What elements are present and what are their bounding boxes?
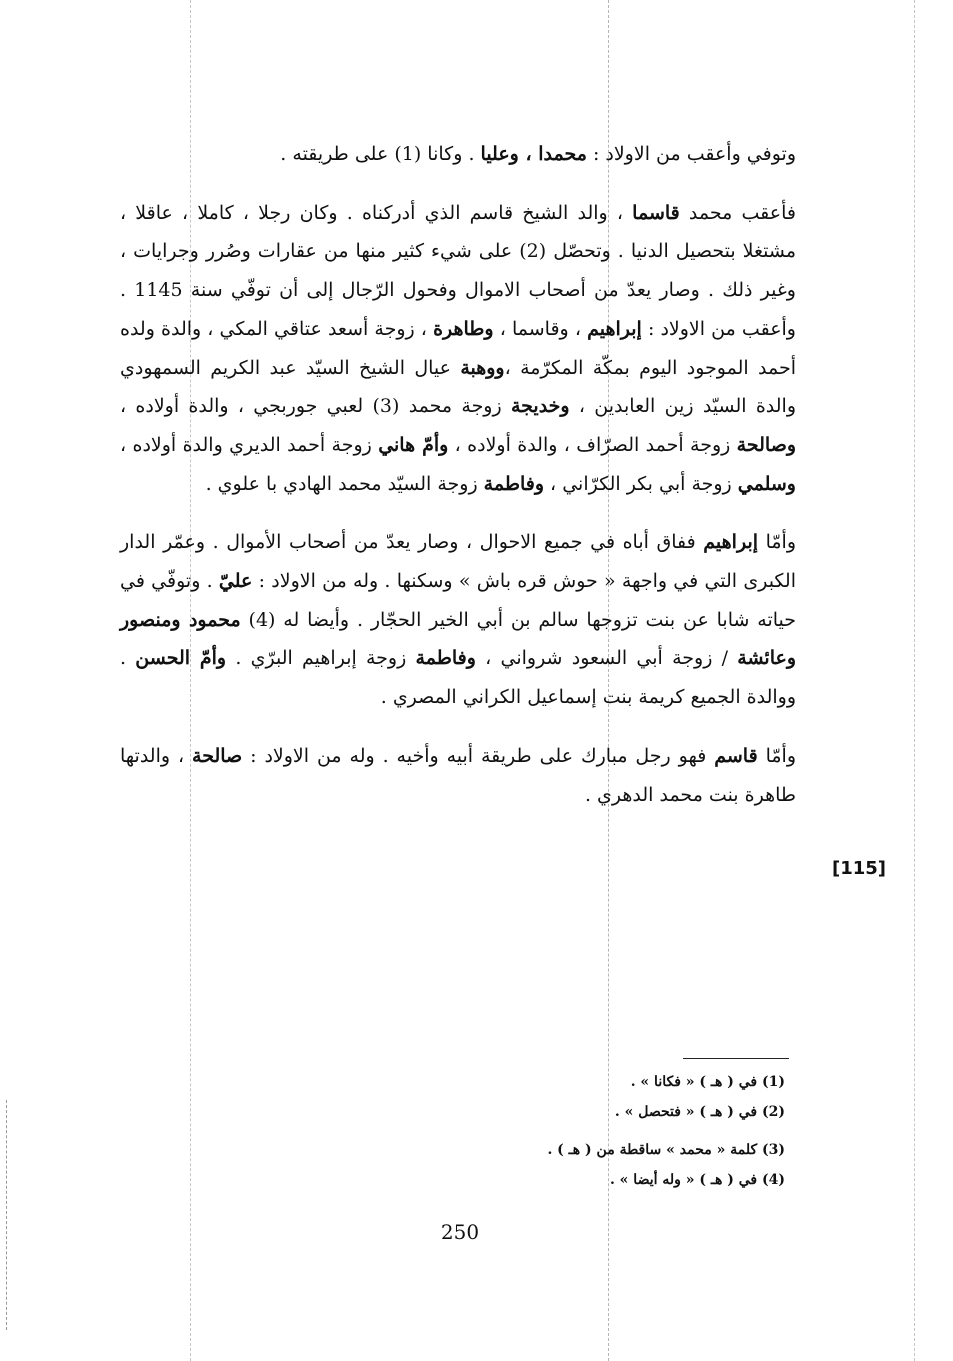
text-run: . وكانا (1) على طريقته . [280, 143, 481, 165]
bold-name: وأمّ الحسن [135, 647, 227, 670]
footnote-2: (2) في ( هـ ) « فتحصل » . [614, 1104, 785, 1120]
folio-margin-note: [115] [832, 858, 887, 879]
bold-name: وفاطمة [483, 472, 544, 495]
text-run: زوجة السيّد محمد الهادي با علوي . [205, 472, 484, 495]
text-run: ، والد الشيخ قاسم الذي أدركناه . وكان رجلا ، كاملا ، عاقلا ، مشتغلا بتحصيل الدنيا . وتحصّل (2) على شيء كثير منها من عقارات وصُرر وجرايات ، وغير ذلك . وصار يعدّ من أصحاب الاموال وفحول الرّجال إلى أن توفّي سنة 1145 . وأعقب من الاولاد : [120, 201, 797, 340]
paragraph-3 [120, 523, 796, 717]
text-run: زوجة أبي بكر الكرّاني ، [544, 472, 738, 495]
text-run: / زوجة أبي السعود شرواني ، [475, 647, 738, 670]
paragraph-1 [120, 135, 796, 174]
footnote-4: (4) في ( هـ ) « وله أيضا » . [609, 1172, 785, 1188]
text-run: . ووالدة الجميع كريمة بنت إسماعيل الكراني المصري . [120, 647, 796, 709]
scan-margin-line-right [914, 0, 915, 1361]
bold-name: محمود ومنصور وعائشة [120, 608, 796, 670]
bold-name: إبراهيم [587, 317, 642, 340]
footnote-3: (3) كلمة « محمد » ساقطة من ( هـ ) . [547, 1142, 785, 1158]
text-run: ، وقاسما ، [493, 317, 588, 340]
text-run: زوجة أحمد الصرّاف ، والدة أولاده ، [448, 433, 737, 456]
paragraph-4 [120, 737, 796, 814]
text-run: وأمّا [757, 744, 796, 767]
footnote-separator [683, 1058, 789, 1059]
text-run: ، والدتها طاهرة بنت محمد الدهري . [120, 744, 796, 806]
text-run: فهو رجل مبارك على طريقة أبيه وأخيه . وله من الاولاد : [242, 744, 715, 767]
text-run: وتوفي وأعقب من الاولاد : [586, 143, 796, 165]
body-text [120, 135, 796, 814]
text-run: وأمّا [758, 531, 797, 554]
paragraph-2 [120, 194, 796, 504]
bold-name: عليّ [218, 570, 253, 593]
bold-name: وخديجة [510, 395, 570, 418]
bold-name: صالحة [192, 744, 243, 767]
text-run: زوجة إبراهيم البرّي . [226, 647, 416, 670]
bold-name: محمدا ، وعليا [480, 143, 587, 165]
text-run: ففاق أباه في جميع الاحوال ، وصار يعدّ من أصحاب الأموال . وعمّر الدار الكبرى التي في واجهة « حوش قره باش » وسكنها . وله من الاولاد : [120, 531, 796, 593]
text-run: عيال الشيخ السيّد عبد الكريم السمهودي والدة السيّد زين العابدين ، [120, 356, 796, 418]
text-run: فأعقب محمد [679, 201, 796, 224]
scan-edge-mark [6, 1100, 7, 1330]
text-run: . وتوفّي في حياته شابا عن بنت تزوجها سالم بن أبي الخير الحجّار . وأيضا له (4) [120, 570, 797, 631]
text-run: ، زوجة أسعد عتاقي المكي ، والدة ولده أحمد الموجود اليوم بمكّة المكرّمة ، [120, 317, 796, 379]
bold-name: إبراهيم [703, 531, 759, 554]
footnote-1: (1) في ( هـ ) « فكانا » . [630, 1074, 785, 1090]
text-run: زوجة محمد (3) لعبي جوربجي ، والدة أولاده ، [120, 395, 511, 418]
bold-name: وسلمي [737, 472, 796, 495]
text-run: زوجة أحمد الديري والدة أولاده ، [120, 433, 379, 456]
footnotes [440, 1067, 785, 1195]
bold-name: قاسم [714, 744, 758, 767]
bold-name: قاسما [632, 201, 680, 224]
bold-name: وطاهرة [433, 317, 494, 340]
bold-name: وصالحة [736, 433, 797, 456]
bold-name: ووهبة [460, 356, 505, 379]
page-number: 250 [440, 1220, 480, 1244]
bold-name: وفاطمة [415, 647, 476, 670]
bold-name: وأمّ هاني [378, 433, 449, 456]
